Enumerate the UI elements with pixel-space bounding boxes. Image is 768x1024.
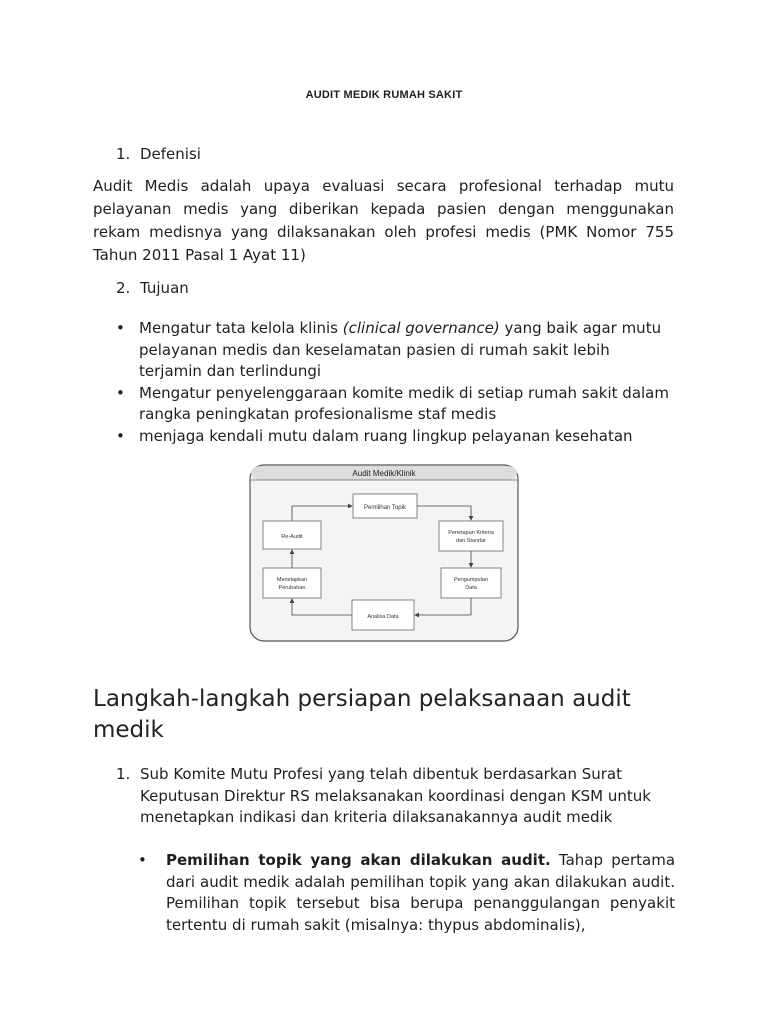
bullet-icon: •	[116, 319, 125, 337]
node-label: Re-Audit	[281, 534, 303, 540]
node-penetapan-kriteria	[439, 521, 503, 551]
definition-paragraph: Audit Medis adalah upaya evaluasi secara profesional terhadap mutu pelayanan medis yang diberikan kepada pasien dengan menggunakan rekam medisnya yang dilaksanakan oleh profesi medis (PMK Nomor 755 Tahun 2011 Pasal 1 Ayat 11)	[93, 177, 674, 264]
sub-bullet-text	[166, 850, 675, 936]
document-title: AUDIT MEDIK RUMAH SAKIT	[305, 89, 463, 101]
list-item	[116, 318, 676, 383]
goal-text-continued: yang baik agar mutu pelayanan medis dan keselamatan pasien di rumah sakit lebih terjamin dan terlindungi	[139, 319, 662, 380]
sub-bullet-body: Tahap pertama dari audit medik adalah pemilihan topik yang akan dilakukan audit. Pemilihan topik tersebut bisa berupa penanggulangan penyakit tertentu di rumah sakit (misalnya: thypus abdominalis),	[166, 851, 676, 934]
bullet-icon: •	[116, 426, 125, 445]
node-label: dan Standar	[456, 538, 486, 544]
goal-text: Mengatur penyelenggaraan komite medik di setiap rumah sakit dalam rangka peningkatan profesionalisme staf medis	[139, 383, 669, 423]
node-label: Perubahan	[278, 585, 306, 591]
node-label: Data	[465, 585, 477, 591]
section-number: 2.	[116, 279, 131, 297]
node-label: Pemilihan Topik	[364, 505, 406, 511]
list-item	[116, 383, 676, 426]
section-heading-langkah: Langkah-langkah persiapan pelaksanaan audit medik	[93, 686, 631, 743]
section-tujuan	[116, 279, 189, 297]
node-menetapkan-perubahan	[263, 568, 321, 598]
sub-bullet-bold-lead: Pemilihan topik yang akan dilakukan audit.	[166, 851, 551, 869]
section-defenisi	[116, 145, 201, 163]
node-pengumpulan-data	[441, 568, 501, 598]
section-number: 1.	[116, 145, 131, 163]
node-label: Menetapkan	[276, 577, 308, 583]
list-item	[116, 426, 676, 448]
step-text: Sub Komite Mutu Profesi yang telah dibentuk berdasarkan Surat Keputusan Direktur RS melaksanakan koordinasi dengan KSM untuk menetapkan indikasi dan kriteria dilaksanakannya audit medik	[140, 765, 651, 826]
sub-bullet-item	[138, 850, 675, 936]
step-number: 1.	[116, 765, 131, 783]
section-heading: Tujuan	[140, 279, 189, 297]
bullet-icon: •	[116, 383, 125, 402]
goal-italic-term: (clinical governance)	[342, 319, 500, 337]
node-label: Penetapan Kriteria	[448, 530, 494, 536]
node-label: Analisa Data	[367, 614, 399, 620]
diagram-title: Audit Medik/Klinik	[352, 469, 416, 478]
node-label: Pengumpulan	[454, 577, 488, 583]
goals-list	[116, 318, 676, 447]
section-heading: Defenisi	[140, 145, 201, 163]
bullet-icon: •	[138, 851, 147, 869]
audit-cycle-diagram	[248, 463, 520, 643]
goal-text: Mengatur tata kelola klinis	[139, 319, 343, 337]
step-item	[116, 764, 676, 829]
goal-text: menjaga kendali mutu dalam ruang lingkup pelayanan kesehatan	[139, 426, 633, 445]
